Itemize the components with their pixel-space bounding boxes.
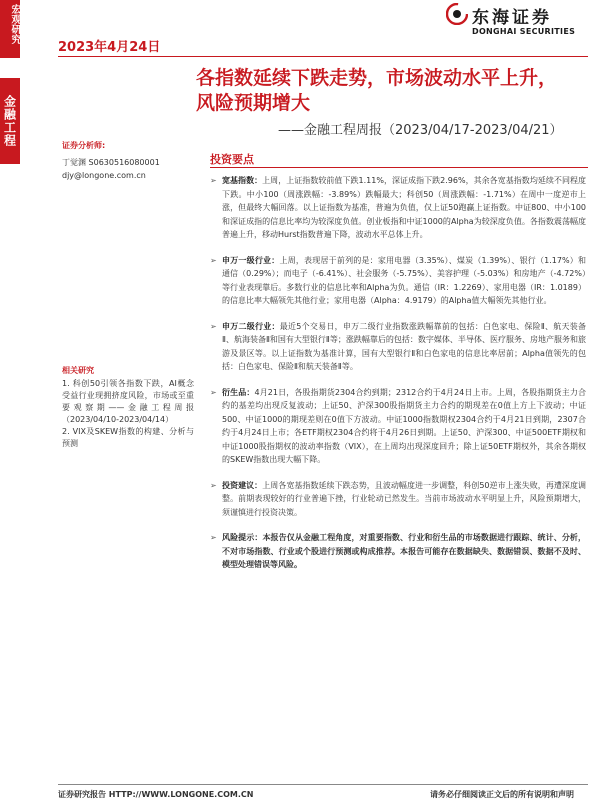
related-research-list — [62, 378, 194, 450]
key-points-list — [210, 174, 586, 584]
logo-text-cn: 东海证券 — [472, 8, 552, 28]
analyst-name: 丁觉渊 S0630516080001 — [62, 158, 160, 167]
report-title: 各指数延续下跌走势，市场波动水平上升，风险预期增大 — [196, 67, 558, 114]
report-subtitle: ——金融工程周报（2023/04/17-2023/04/21） — [278, 123, 563, 138]
key-point-lead: 申万二级行业： — [222, 321, 280, 331]
footer-website[interactable]: 证券研究报告 HTTP://WWW.LONGONE.COM.CN — [58, 790, 254, 799]
key-point-derivatives — [210, 386, 586, 467]
key-point-risk — [210, 531, 586, 572]
bullet-arrow-icon: ➢ — [210, 255, 217, 265]
report-date: 2023年4月24日 — [58, 40, 161, 55]
logo-text-en: DONGHAI SECURITIES — [472, 27, 576, 36]
key-point-broad-index — [210, 174, 586, 242]
footer-divider — [58, 784, 588, 785]
key-point-sw-level2 — [210, 320, 586, 374]
key-point-lead: 宽基指数： — [222, 176, 263, 185]
bullet-arrow-icon: ➢ — [210, 533, 217, 542]
key-point-body: 本报告仅从金融工程角度，对重要指数、行业和衍生品的市场数据进行跟踪、统计、分析，不对市场指数、行业或个股进行预测或构成推荐。本报告可能存在数据缺失、数据错误、数据不及时、模型处理错误等风险。 — [222, 533, 587, 569]
logo-mark-icon — [446, 3, 468, 25]
related-research-heading: 相关研究 — [62, 366, 94, 375]
footer-disclaimer: 请务必仔细阅读正文后的所有说明和声明 — [430, 790, 574, 799]
key-point-advice — [210, 479, 586, 520]
analyst-email[interactable]: djy@longone.com.cn — [62, 171, 146, 180]
key-point-lead: 投资建议： — [222, 480, 263, 490]
related-item[interactable]: 1. 科创50引领各指数下跌，AI概念受益行业现拥挤度风险，市场或至重要观察期——金融工程周报（2023/04/10-2023/04/14） — [62, 379, 194, 424]
bullet-arrow-icon: ➢ — [210, 387, 217, 397]
key-point-body: 4月21日，各股指期货2304合约到期；2312合约于4月24日上市。上周，各股指期货主力合约的基差均出现反复波动；上证50、沪深300股指期货主力合约的期现差在0值上方上下波动；中证500、中证1000的期现差则在0值下方波动。中证1000指数期权2304合约于4月21日到期，2307合约于4月24日上市；各ETF期权2304合约将于4月26日到期。上证50、沪深300、中证500ETF期权和中证1000股指期权的波动率指数（VIX），在上周均出现深度回升；除上证50ETF期权外，其余各期权的SKEW指数出现大幅下降。 — [222, 387, 586, 464]
key-point-body: 上周各宽基指数延续下跌态势，且波动幅度进一步调整，科创50逆市上涨失败，再遭深度调整。前期表现较好的行业普遍下挫，行业轮动已然发生。当前市场波动水平明显上升，风险预期增大，须谨慎进行投资决策。 — [222, 480, 587, 517]
analyst-heading: 证券分析师: — [62, 141, 106, 150]
bullet-arrow-icon: ➢ — [210, 321, 217, 331]
key-point-sw-level1 — [210, 254, 586, 308]
key-point-body: 上周，上证指数较前值下跌1.11%，深证成指下跌2.96%，其余各宽基指数均延续不同程度下跌。中小100（周涨跌幅：-3.89%）跌幅最大；科创50（周涨跌幅：-1.71%）在周中一度逆市上涨，但最终大幅回落。以上证指数为基准，普遍为负值，仅上证50跑赢上证指数。中证800、中小100和深证成指的信息比率均为较深度负值。创业板指和中证1000的Alpha为较深度负值。各指数震荡幅度普遍上升，移动Hurst指数普遍下降，波动水平总体上升。 — [222, 176, 587, 239]
header-divider — [58, 56, 588, 57]
category-tab: 金融工程 — [0, 78, 20, 164]
key-point-lead: 风险提示： — [222, 533, 263, 542]
key-points-heading: 投资要点 — [210, 153, 254, 166]
key-points-divider — [210, 167, 588, 168]
report-type-tab: 宏观研究 — [0, 0, 20, 58]
related-item[interactable]: 2. VIX及SKEW指数的构建、分析与预测 — [62, 427, 194, 448]
key-point-lead: 申万一级行业： — [222, 255, 280, 265]
key-point-body: 上周，表现居于前列的是：家用电器（3.35%）、煤炭（1.39%）、银行（1.17%）和通信（0.29%）；而电子（-6.41%）、社会服务（-5.75%）、美容护理（-5.03%）和房地产（-4.72%）等行业表现靠后。多数行业的信息比率和Alpha为负。通信（IR：1.2269）、家用电器（IR：1.0189）的信息比率大幅领先其他行业；家用电器（Alpha：4.9179）的Alpha值大幅领先其他行业。 — [222, 255, 586, 305]
company-logo — [446, 3, 578, 43]
key-point-lead: 衍生品： — [222, 387, 255, 397]
bullet-arrow-icon: ➢ — [210, 480, 217, 490]
key-point-body: 最近5个交易日，申万二级行业指数涨跌幅靠前的包括：白色家电、保险Ⅱ、航天装备Ⅱ、航海装备Ⅱ和国有大型银行Ⅱ等；涨跌幅靠后的包括：数字媒体、半导体、医疗服务、房地产服务和旅游及景区等。以上证指数为基准计算，国有大型银行Ⅱ和白色家电的信息比率居前；Alpha值领先的包括：白色家电、保险Ⅱ和航天装备Ⅱ等。 — [222, 321, 586, 371]
bullet-arrow-icon: ➢ — [210, 176, 217, 185]
